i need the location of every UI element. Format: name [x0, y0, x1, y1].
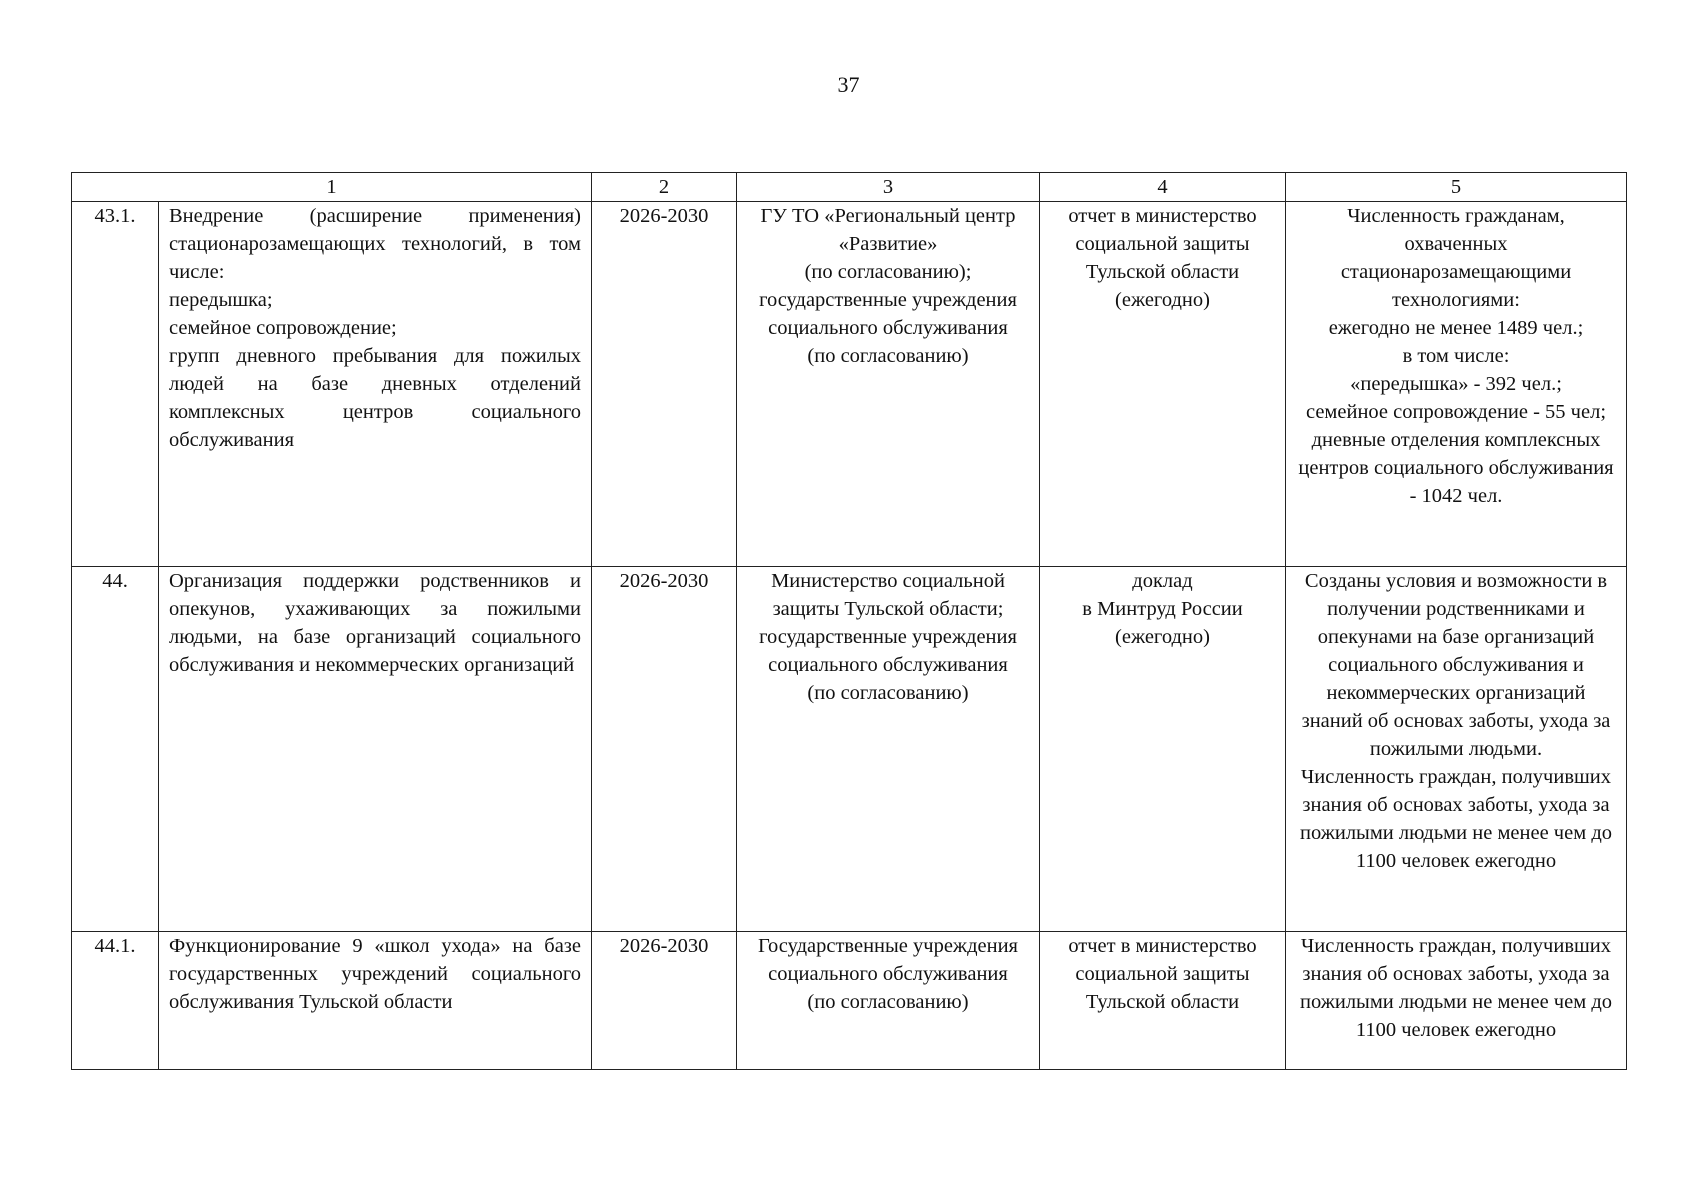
- executor-line: (по согласованию): [807, 991, 969, 1013]
- reporting-line: доклад: [1132, 570, 1193, 592]
- result-line: Созданы условия и возможности в получении родственниками и опекунами на базе организаций социального обслуживания и некоммерческих организаций знаний об основах заботы, ухода за пожилыми людьми.: [1301, 570, 1611, 760]
- column-header-5: 5: [1286, 173, 1627, 202]
- column-header-1: 1: [72, 173, 592, 202]
- row-reporting: [1040, 202, 1286, 567]
- reporting-line: отчет в министерство социальной защиты Тульской области: [1068, 935, 1257, 1013]
- description-item: передышка;: [169, 289, 273, 311]
- row-description: [159, 202, 592, 567]
- description-item: семейное сопровождение;: [169, 317, 397, 339]
- reporting-line: отчет в министерство социальной защиты Тульской области: [1068, 205, 1257, 283]
- result-line: ежегодно не менее 1489 чел.;: [1328, 317, 1584, 339]
- executor-line: Государственные учреждения социального обслуживания: [757, 935, 1018, 985]
- row-result: [1286, 932, 1627, 1070]
- reporting-line: в Минтруд России: [1082, 598, 1243, 620]
- result-line: «передышка» - 392 чел.;: [1350, 373, 1562, 395]
- result-line: семейное сопровождение - 55 чел;: [1305, 401, 1607, 423]
- column-header-4: 4: [1040, 173, 1286, 202]
- row-number: 44.: [72, 567, 159, 932]
- row-period: 2026-2030: [592, 932, 737, 1070]
- result-line: Численность граждан, получивших знания об основах заботы, ухода за пожилыми людьми не менее чем до 1100 человек ежегодно: [1299, 766, 1612, 872]
- executor-line: (по согласованию): [807, 682, 969, 704]
- executor-line: (по согласованию): [807, 345, 969, 367]
- description-text: Внедрение (расширение применения) стационарозамещающих технологий, в том числе:: [169, 205, 581, 283]
- row-number: 43.1.: [72, 202, 159, 567]
- table-header-row: [72, 173, 1627, 202]
- row-executors: [737, 932, 1040, 1070]
- executor-line: ГУ ТО «Региональный центр «Развитие»: [760, 205, 1016, 255]
- row-number: 44.1.: [72, 932, 159, 1070]
- row-executors: [737, 567, 1040, 932]
- row-description: [159, 932, 592, 1070]
- page-number: 37: [837, 72, 860, 97]
- result-line: в том числе:: [1402, 345, 1510, 367]
- row-description: [159, 567, 592, 932]
- description-text: Организация поддержки родственников и опекунов, ухаживающих за пожилыми людьми, на базе организаций социального обслуживания и некоммерческих организаций: [169, 570, 581, 676]
- row-period: 2026-2030: [592, 202, 737, 567]
- result-line: Численность гражданам, охваченных стационарозамещающими технологиями:: [1340, 205, 1572, 311]
- table-row: [72, 932, 1627, 1070]
- executor-line: государственные учреждения социального обслуживания: [759, 289, 1017, 339]
- result-line: дневные отделения комплексных центров социального обслуживания - 1042 чел.: [1298, 429, 1614, 507]
- column-header-3: 3: [737, 173, 1040, 202]
- row-result: [1286, 202, 1627, 567]
- measures-table: [71, 172, 1627, 1070]
- row-result: [1286, 567, 1627, 932]
- description-text: Функционирование 9 «школ ухода» на базе государственных учреждений социального обслуживания Тульской области: [169, 935, 581, 1013]
- executor-line: Министерство социальной защиты Тульской области;: [771, 570, 1005, 620]
- table-row: [72, 567, 1627, 932]
- row-reporting: [1040, 567, 1286, 932]
- description-text: групп дневного пребывания для пожилых людей на базе дневных отделений комплексных центров социального обслуживания: [169, 345, 581, 451]
- result-line: Численность граждан, получивших знания об основах заботы, ухода за пожилыми людьми не менее чем до 1100 человек ежегодно: [1299, 935, 1612, 1041]
- executor-line: (по согласованию);: [804, 261, 972, 283]
- column-header-2: 2: [592, 173, 737, 202]
- row-period: 2026-2030: [592, 567, 737, 932]
- reporting-line: (ежегодно): [1115, 626, 1210, 648]
- table-row: [72, 202, 1627, 567]
- executor-line: государственные учреждения социального обслуживания: [759, 626, 1017, 676]
- row-reporting: [1040, 932, 1286, 1070]
- row-executors: [737, 202, 1040, 567]
- reporting-line: (ежегодно): [1115, 289, 1210, 311]
